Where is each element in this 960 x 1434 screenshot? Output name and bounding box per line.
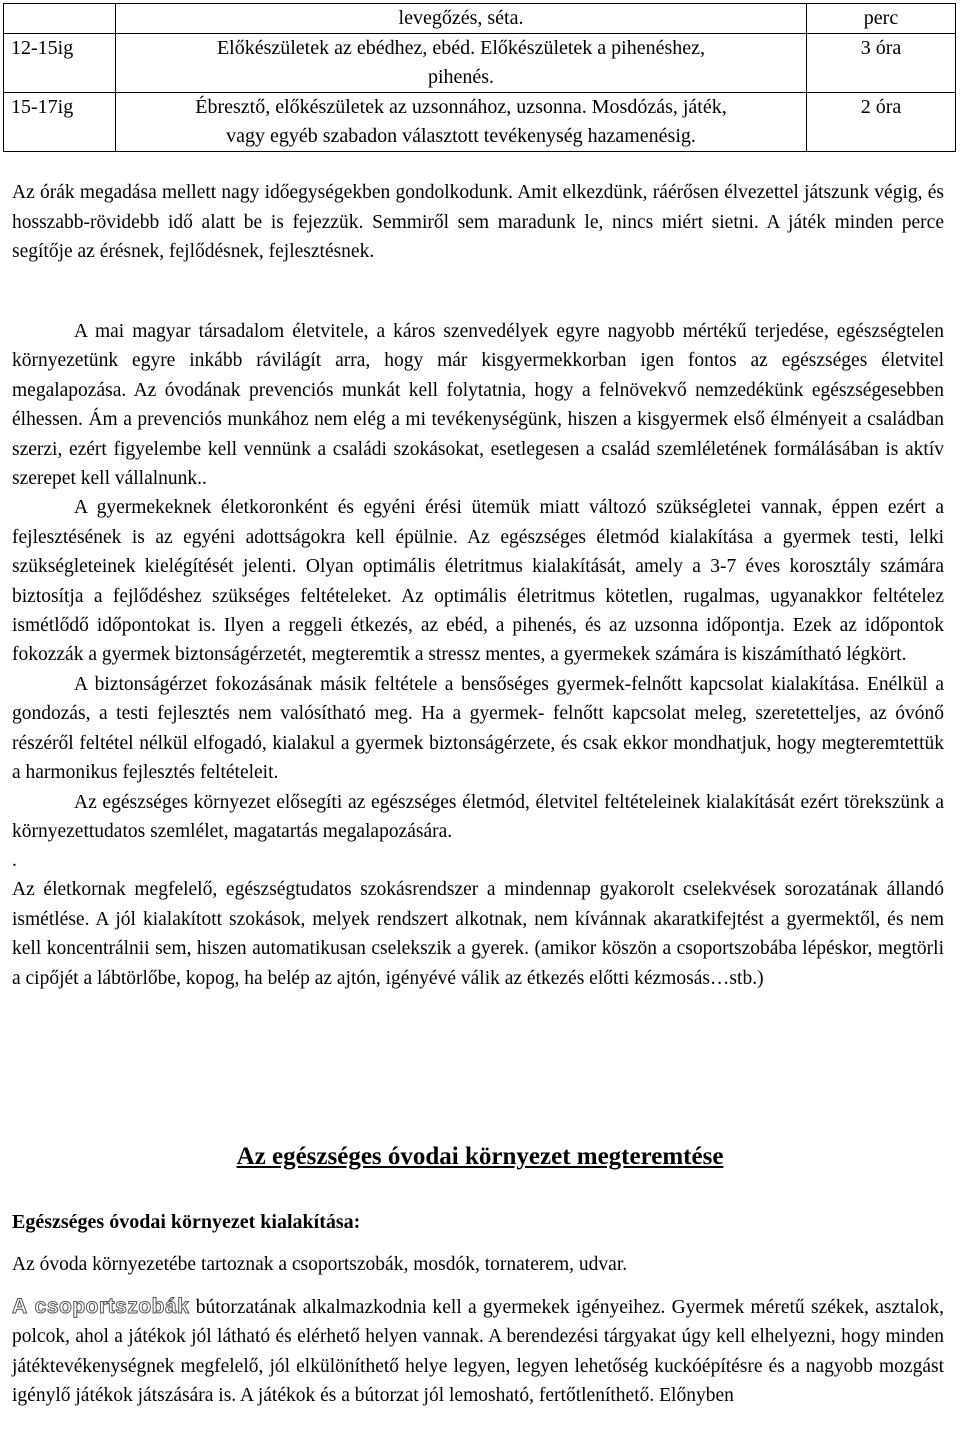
schedule-time: 15-17ig [4,93,116,152]
schedule-activity [116,34,807,93]
schedule-activity [116,93,807,152]
schedule-activity-line: pihenés. [427,66,495,88]
schedule-duration: 2 óra [807,93,956,152]
table-row [4,4,956,34]
body-paragraph: A mai magyar társadalom életvitele, a káros szenvedélyek egyre nagyobb mértékű terjedése, egészségtelen környezetünk egyre inkább rávilágít arra, hogy már kisgyermekkorban igen fontos az egészséges életvitel megalapozása. Az óvodának prevenciós munkát kell folytatnia, hogy a felnövekvő nemzedékünk egészségesebben élhessen. Ám a prevenciós munkához nem elég a mi tevékenységünk, hiszen a kisgyermek első élményeit a családban szerzi, ezért figyelembe kell vennünk a családi szokásokat, esetlegesen a család szemléletének formálásában is aktív szerepet kell vállalnunk.. [12,321,944,490]
body-paragraph: A biztonságérzet fokozásának másik feltétele a bensőséges gyermek-felnőtt kapcsolat kialakítása. Enélkül a gondozás, a testi fejlesztés nem valósítható meg. Ha a gyermek- felnőtt kapcsolat meleg, szeretetteljes, az óvónő részéről feltétel nélkül elfogadó, kialakul a gyermek biztonságérzete, és csak ekkor mondhatjuk, hogy megteremtettük a harmonikus fejlesztés feltételeit. [12,673,944,784]
main-text [12,317,944,993]
table-row [4,93,956,152]
daily-schedule-table [3,3,956,152]
schedule-activity-line: Ébresztő, előkészületek az uzsonnához, uzsonna. Mosdózás, játék, [195,96,727,118]
schedule-duration: 3 óra [807,34,956,93]
intro-section [12,178,944,267]
schedule-activity-line: Előkészületek az ebédhez, ebéd. Előkészületek a pihenéshez, [216,37,706,59]
body-paragraph: Az egészséges környezet elősegíti az egészséges életmód, életvitel feltételeinek kialakítását ezért törekszünk a környezettudatos szemlélet, magatartás megalapozására. [12,791,944,842]
environment-section [12,1250,944,1280]
furniture-section [12,1292,944,1411]
outlined-lead-text: A csoportszobák [12,1295,190,1318]
furniture-paragraph [12,1292,944,1411]
table-row [4,34,956,93]
intro-paragraph: Az órák megadása mellett nagy időegységekben gondolkodunk. Amit elkezdünk, ráérősen élvezettel játszunk végig, és hosszabb-rövidebb idő alatt be is fejezzük. Semmiről sem maradunk le, nincs miért sietni. A játék minden perce segítője az érésnek, fejlődésnek, fejlesztésnek. [12,182,944,262]
section-title: Az egészséges óvodai környezet megteremtése [236,1143,724,1170]
schedule-time [4,4,116,34]
schedule-activity [116,4,807,34]
environment-paragraph: Az óvoda környezetébe tartoznak a csoportszobák, mosdók, tornaterem, udvar. [12,1254,628,1275]
dot-line: . [12,850,17,872]
body-paragraph: A gyermekeknek életkoronként és egyéni érési ütemük miatt változó szükségletei vannak, éppen ezért a fejlesztésének is az egyéni adottságokra kell épülnie. Az egészséges életmód kialakítása a gyermek testi, lelki szükségleteinek kielégítését jelenti. Olyan optimális életritmus kialakítását, amely a 3-7 éves korosztály számára biztosítja a fejlődéshez szükséges feltételeket. Az optimális életritmus kötetlen, rugalmas, ugyanakkor feltételez ismétlődő időpontokat is. Ilyen a reggeli étkezés, az ebéd, a pihenés, és az uzsonna időpontja. Ezek az időpontok fokozzák a gyermek biztonságérzetét, megteremtik a stressz mentes, a gyermekek számára is kiszámítható légkört. [12,497,944,666]
schedule-duration: perc [807,4,956,34]
schedule-activity-line: vagy egyéb szabadon választott tevékenység hazamenésig. [226,125,696,147]
subheading: Egészséges óvodai környezet kialakítása: [12,1211,361,1233]
schedule-time: 12-15ig [4,34,116,93]
habit-paragraph: Az életkornak megfelelő, egészségtudatos szokásrendszer a mindennap gyakorolt cselekvések sorozatának állandó ismétlése. A jól kialakított szokások, melyek rendszert alkotnak, nem kívánnak akaratkifejtést a gyermektől, és nem kell koncentrálnii sem, hiszen automatikusan cselekszik a gyerek. (amikor köszön a csoportszobába lépéskor, megtörli a cipőjét a lábtörlőbe, kopog, ha belép az ajtón, igényévé válik az étkezés előtti kézmosás…stb.) [12,879,944,989]
furniture-paragraph-text: bútorzatának alkalmazkodnia kell a gyermekek igényeihez. Gyermek méretű székek, asztalok, polcok, ahol a játékok jól látható és elérhető helyen vannak. A berendezési tárgyakat úgy kell elhelyezni, hogy minden játéktevékenységnek megfelelő, jól elkülöníthető helye legyen, legyen lehetőség kuckóépítésre és a nagyobb mozgást igénylő játékok játszására is. A játékok és a bútorzat jól lemosható, fertőtleníthető. Előnyben [12,1297,944,1407]
schedule-activity-line: levegőzés, séta. [398,7,524,29]
